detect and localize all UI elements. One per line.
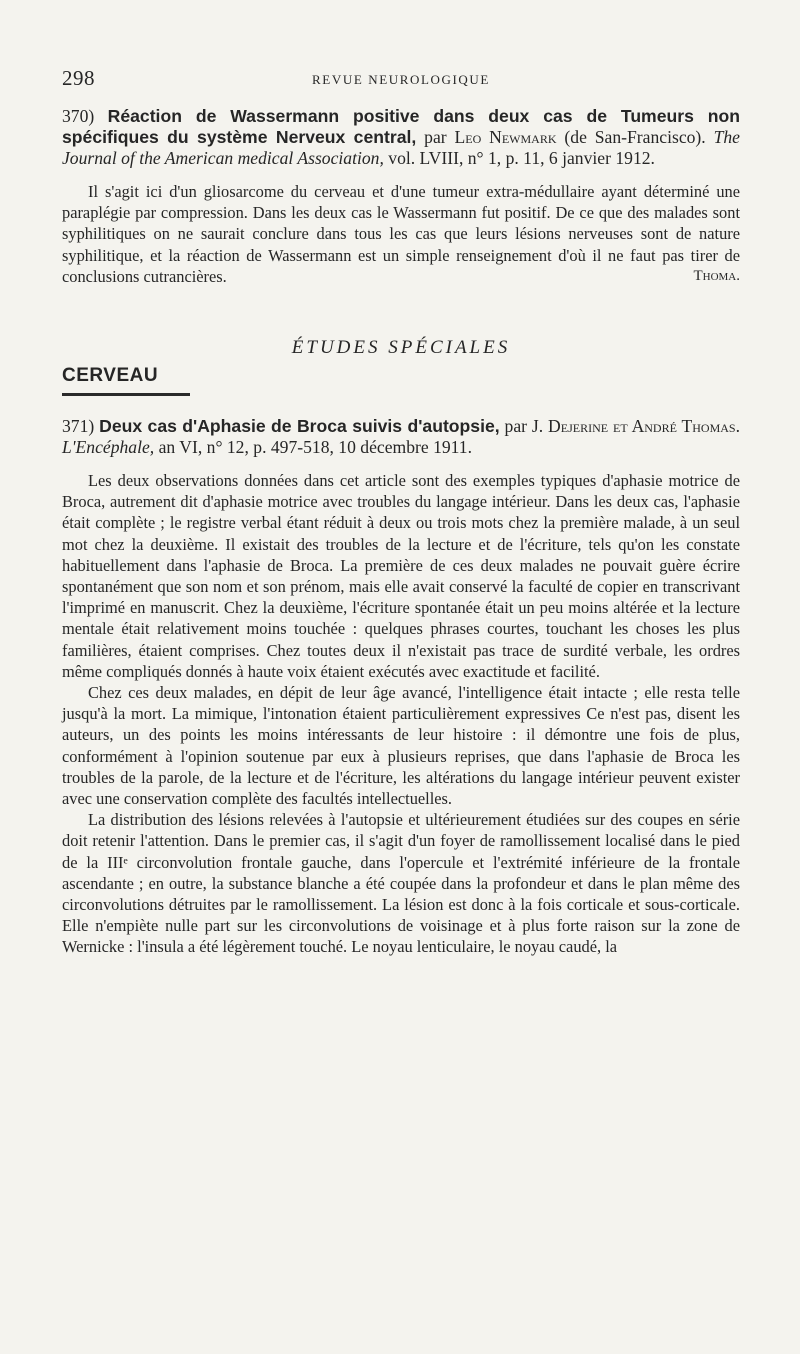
- entry-journal: L'Encéphale,: [62, 437, 155, 458]
- entry-371-heading: [62, 416, 740, 458]
- running-head: [62, 66, 740, 96]
- page-number: 298: [62, 66, 95, 90]
- entry-authors: J. Dejerine et André Thomas.: [531, 416, 740, 437]
- entry-title: Réaction de Wassermann positive dans deux cas de Tumeurs non spécifiques du système Nerveux central,: [62, 106, 740, 147]
- body-paragraph-1: Les deux observations données dans cet article sont des exemples typiques d'aphasie motrice de Broca, autrement dit d'aphasie motrice avec troubles du langage intérieur. Dans les deux cas, l'aphasie était complète ; le registre verbal étant réduit à deux ou trois mots chez la première malade, à un seul mot chez la deuxième. Il existait des troubles de la lecture et de l'écriture, tels qu'on les constate habituellement dans l'aphasie de Broca. La première de ces deux malades ne pouvait guère écrire spontanément que son nom et son prénom, mais elle avait conservé la faculté de copier en transcrivant l'imprimé en manuscrit. Chez la deuxième, l'écriture spontanée était un peu moins altérée et la lecture mentale était relativement moins touchée : quelques phrases courtes, touchant les choses les plus familières, étaient comprises. Chez toutes deux il n'existait pas trace de surdité verbale, les ordres même compliqués donnés à haute voix étaient exécutés avec exactitude et facilité.: [62, 471, 740, 681]
- entry-signature: Thoma.: [693, 268, 740, 285]
- entry-370-body: Il s'agit ici d'un gliosarcome du cerveau et d'une tumeur extra-médullaire ayant déterminé une paraplégie par compression. Dans les deux cas le Wassermann fut positif. De ce que des malades sont syphilitiques on ne saurait conclure dans tous les cas que leurs lésions nerveuses sont de nature syphilitique, et la réaction de Wassermann est un simple renseignement d'où il ne faut pas tirer de conclusions cutrancières.: [62, 182, 740, 286]
- spacer: [62, 458, 740, 470]
- entry-place: (de San-Francisco).: [564, 127, 706, 147]
- body-paragraph-3: La distribution des lésions relevées à l'autopsie et ultérieurement étudiées sur des coupes en série doit retenir l'attention. Dans le premier cas, il s'agit d'un foyer de ramollissement localisé dans le pied de la IIIᵉ circonvolution frontale gauche, dans l'opercule et l'extrémité inférieure de la frontale ascendante ; en outre, la substance blanche a été coupée dans la profondeur et dans le plan même des circonvolutions détruites par le ramollissement. La lésion est donc à la fois corticale et sous-corticale. Elle n'empiète nulle part sur les circonvolutions de voisinage et à plus forte raison sur la zone de Wernicke : l'insula a été légèrement touché. Le noyau lenticulaire, le noyau caudé, la: [62, 810, 740, 957]
- by-word: par: [504, 416, 528, 437]
- by-word: par: [424, 127, 447, 147]
- entry-370: [62, 106, 740, 287]
- entry-title: Deux cas d'Aphasie de Broca suivis d'autopsie,: [99, 416, 500, 437]
- section-rule: [62, 393, 190, 396]
- document-page: [62, 66, 740, 960]
- entry-reference: vol. LVIII, n° 1, p. 11, 6 janvier 1912.: [388, 148, 655, 168]
- entry-author: Leo Newmark: [454, 127, 557, 147]
- entry-reference: an VI, n° 12, p. 497-518, 10 décembre 1911.: [158, 437, 473, 458]
- body-paragraph-2: Chez ces deux malades, en dépit de leur âge avancé, l'intelligence était intacte ; elle resta telle jusqu'à la mort. La mimique, l'intonation étaient particulièrement expressives Ce n'est pas, disent les auteurs, un des points les moins intéressants de leur histoire : il démontre une fois de plus, conformément à l'opinion soutenue par eux à plusieurs reprises, que dans l'aphasie de Broca les troubles de la parole, de la lecture et de l'écriture, les altérations du langage intérieur peuvent exister avec une conservation complète des facultés intellectuelles.: [62, 683, 740, 809]
- entry-journal: The Journal of the American medical Association,: [62, 127, 740, 168]
- special-studies-heading: ÉTUDES SPÉCIALES: [291, 337, 511, 359]
- entry-number: 370): [62, 106, 95, 126]
- journal-title: REVUE NEUROLOGIQUE: [312, 72, 490, 87]
- entry-371: [62, 416, 740, 958]
- section-heading: CERVEAU: [62, 365, 159, 387]
- entry-370-heading: [62, 106, 740, 169]
- entry-number: 371): [62, 416, 95, 437]
- spacer: [62, 169, 740, 181]
